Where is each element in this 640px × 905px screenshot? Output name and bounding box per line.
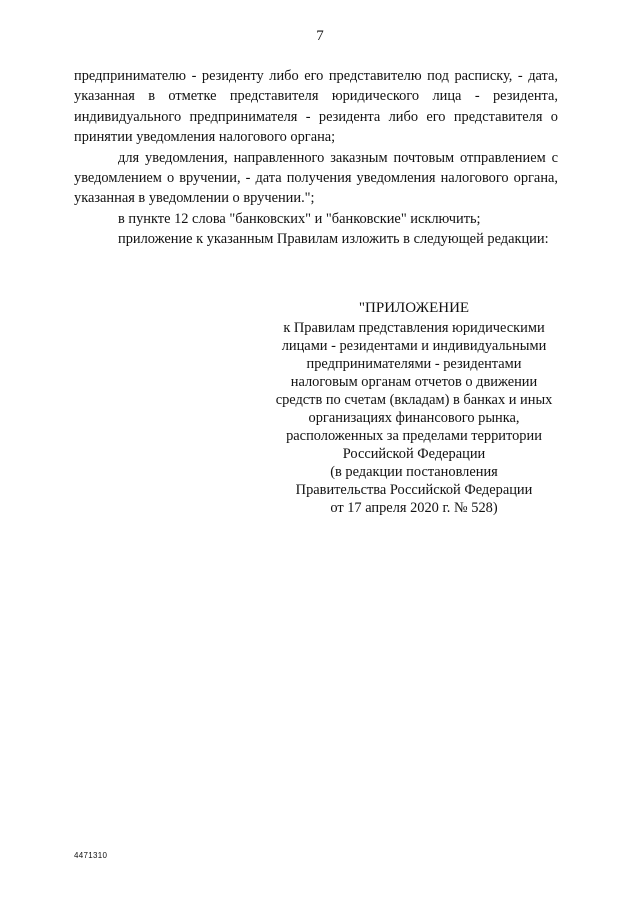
paragraph-appendix-intro: приложение к указанным Правилам изложить в следующей редакции:	[118, 231, 549, 248]
paragraph-clause-12: в пункте 12 слова "банковских" и "банковские" исключить;	[118, 210, 481, 227]
appendix-line: средств по счетам (вкладам) в банках и иных	[275, 392, 553, 408]
document-code: 4471310	[74, 851, 108, 860]
appendix-line: организациях финансового рынка,	[308, 410, 520, 426]
appendix-line: налоговым органам отчетов о движении	[290, 374, 538, 390]
paragraph-registered-mail: для уведомления, направленного заказным почтовым отправлением с уведомлением о вручении, - дата получения уведомления налогового органа, указанная в уведомлении о вручении.";	[74, 149, 558, 207]
body-text	[74, 66, 558, 250]
appendix-block	[258, 299, 570, 517]
appendix-line: Правительства Российской Федерации	[295, 482, 533, 498]
appendix-line: к Правилам представления юридическими	[283, 320, 545, 336]
appendix-line: (в редакции постановления	[330, 464, 498, 480]
appendix-line: предпринимателями - резидентами	[306, 356, 522, 372]
paragraph-continuation: предпринимателю - резиденту либо его представителю под расписку, - дата, указанная в отметке представителя юридического лица - резидента, индивидуального предпринимателя - резидента либо его представителя о принятии уведомления налогового органа;	[74, 68, 558, 146]
appendix-heading: "ПРИЛОЖЕНИЕ	[358, 300, 470, 316]
appendix-line: лицами - резидентами и индивидуальными	[281, 338, 547, 354]
appendix-line: Российской Федерации	[342, 446, 486, 462]
page-number: 7	[316, 28, 324, 44]
appendix-line: от 17 апреля 2020 г. № 528)	[330, 500, 498, 516]
appendix-line: расположенных за пределами территории	[286, 428, 542, 444]
